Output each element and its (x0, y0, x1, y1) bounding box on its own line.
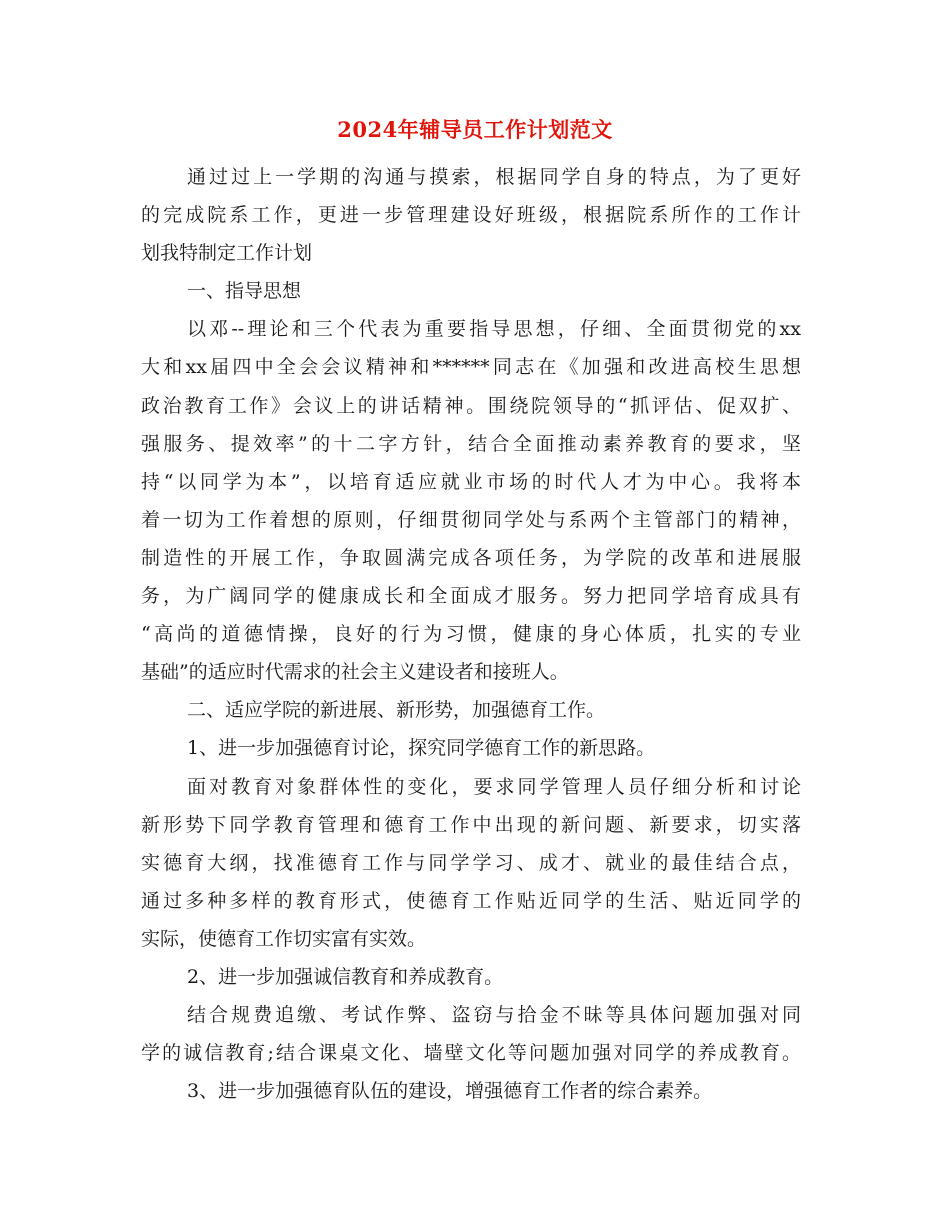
text-line: 制造性的开展工作，争取圆满完成各项任务，为学院的改革和进展服 (141, 546, 801, 569)
text-line: 政治教育工作》会议上的讲话精神。围绕院领导的“抓评估、促双扩、 (141, 394, 801, 417)
text-line: 面对教育对象群体性的变化，要求同学管理人员仔细分析和讨论 (187, 775, 801, 798)
text-line: 划我特制定工作计划 (141, 242, 313, 265)
text-line: 实德育大纲，找准德育工作与同学学习、成才、就业的最佳结合点， (141, 851, 801, 874)
text-line: 务，为广阔同学的健康成长和全面成才服务。努力把同学培育成具有 (141, 585, 801, 608)
text-line: 2、进一步加强诚信教育和养成教育。 (187, 965, 504, 988)
text-line: “高尚的道德情操，良好的行为习惯，健康的身心体质，扎实的专业 (141, 623, 801, 646)
text-line: 持“以同学为本”，以培育适应就业市场的时代人才为中心。我将本 (141, 470, 801, 493)
text-line: 二、适应学院的新进展、新形势，加强德育工作。 (187, 699, 606, 722)
text-line: 通过多种多样的教育形式，使德育工作贴近同学的生活、贴近同学的 (141, 889, 801, 912)
document-title: 2024年辅导员工作计划范文 (337, 117, 613, 142)
text-line: 着一切为工作着想的原则，仔细贯彻同学处与系两个主管部门的精神， (141, 508, 801, 531)
text-line: 3、进一步加强德育队伍的建设，增强德育工作者的综合素养。 (187, 1080, 713, 1103)
text-line: 大和xx届四中全会会议精神和******同志在《加强和改进高校生思想 (141, 356, 801, 379)
text-line: 实际，使德育工作切实富有实效。 (141, 927, 427, 950)
text-line: 新形势下同学教育管理和德育工作中出现的新问题、新要求，切实落 (141, 813, 801, 836)
text-line: 强服务、提效率”的十二字方针，结合全面推动素养教育的要求，坚 (141, 432, 801, 455)
text-line: 一、指导思想 (187, 280, 302, 303)
text-line: 结合规费追缴、考试作弊、盗窃与拾金不昧等具体问题加强对同 (187, 1004, 801, 1027)
text-line: 通过过上一学期的沟通与摸索，根据同学自身的特点，为了更好 (187, 166, 801, 188)
document-body (141, 158, 801, 1110)
text-line: 1、进一步加强德育讨论，探究同学德育工作的新思路。 (187, 737, 656, 760)
text-line: 以邓--理论和三个代表为重要指导思想，仔细、全面贯彻党的xx (187, 318, 801, 341)
text-line: 基础”的适应时代需求的社会主义建设者和接班人。 (141, 661, 569, 684)
text-line: 学的诚信教育;结合课桌文化、墙壁文化等问题加强对同学的养成教育。 (141, 1042, 801, 1065)
text-line: 的完成院系工作，更进一步管理建设好班级，根据院系所作的工作计 (141, 204, 801, 227)
